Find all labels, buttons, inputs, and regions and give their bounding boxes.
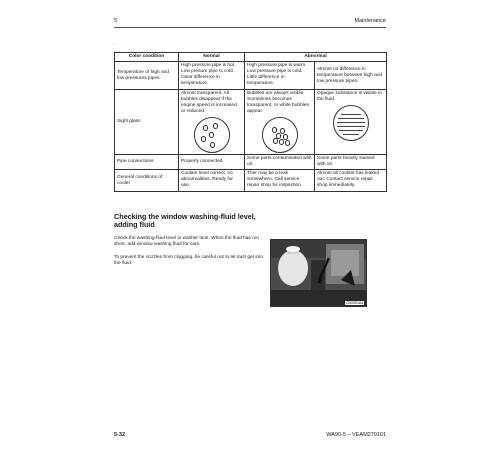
row-condition: General conditions of cooler (115, 170, 179, 192)
washer-tank-illustration (271, 240, 366, 306)
document-id: WA90-5 – VEAM270101 (326, 432, 386, 438)
table-row (115, 170, 387, 192)
row-abnormal-1-text: Bubbles are always visible. Sometimes becomes transparent, or white bubbles appear. (247, 91, 309, 114)
bubble (210, 142, 216, 148)
paragraph-prevent-clogging: To prevent the nozzles from clogging, be careful not to let dust get into the fluid. (114, 255, 264, 267)
page-number: 5-32 (114, 432, 126, 438)
bubble (213, 123, 219, 129)
row-abnormal-2-text: Opaque substance is visible in the fluid. (317, 91, 382, 102)
col-header-normal: Normal (179, 53, 245, 62)
row-normal: High pressure pipe is hot. Low presure pipe is cold. Clear difference in temperature. (179, 62, 245, 90)
bubble (201, 136, 207, 142)
row-normal: Properly connected. (179, 155, 245, 170)
sight-glass-opaque-figure (333, 105, 369, 141)
row-abnormal-2: Almost all coolant has leaked out. Contact service repair shop immediately. (315, 170, 387, 192)
washer-tank-photo (270, 239, 367, 307)
row-normal-text: Almost transparent. All bubbles disappear if the engine speed is increased or reduced. (181, 91, 237, 114)
row-abnormal-1 (245, 90, 315, 155)
row-normal: Coolant level correct, no abnormalities. Ready for use. (179, 170, 245, 192)
row-normal (179, 90, 245, 155)
paragraph-check-level: Check the washing-fluid level in washer tank. When the fluid has run short, add window washing fluid for cars. (114, 236, 260, 248)
col-header-condition: Color condition (115, 53, 179, 62)
bubble (279, 139, 285, 145)
table-row (115, 62, 387, 90)
sight-glass-clear-figure (194, 117, 230, 153)
cloud-line (337, 126, 365, 127)
cloud-line (338, 118, 364, 119)
bubble (285, 140, 291, 146)
row-abnormal-1: Ther may be a leak somewhere. Call service repair shop for inspection. (245, 170, 315, 192)
row-abnormal-1: High pressure pipe is warm. Low pressure pipe is cold. Little difference in temperature. (245, 62, 315, 90)
bubble (280, 128, 286, 134)
cloud-line (337, 122, 365, 123)
bubble (272, 127, 278, 133)
stray-dot: . (114, 40, 116, 46)
cloud-line (343, 134, 359, 135)
col-header-abnormal: Abnormal (245, 53, 387, 62)
row-abnormal-1: Some parts contaminated with oil. (245, 155, 315, 170)
row-abnormal-2: Almost no difference in temperature between high and low pressure pipes. (315, 62, 387, 90)
sight-glass-bubbles-figure (262, 117, 298, 153)
row-condition: Temperature of high and low pressures pipes (115, 62, 179, 90)
bubble (273, 138, 279, 144)
chapter-number: 5 (114, 18, 118, 24)
inspection-table (114, 52, 387, 192)
header-rule (114, 27, 386, 28)
row-condition: Pipe connections (115, 155, 179, 170)
cloud-line (339, 130, 363, 131)
section-title: Checking the window washing-fluid level, adding fluid (114, 212, 256, 229)
cloud-line (341, 114, 361, 115)
bubble (283, 134, 289, 140)
table-row (115, 90, 387, 155)
row-abnormal-2: Some parts heavily stained with oil. (315, 155, 387, 170)
photo-code: G0005184 (346, 301, 363, 305)
bubble (203, 125, 209, 131)
table-header-row (115, 53, 387, 62)
row-condition: Sight glass (115, 90, 179, 155)
row-abnormal-2 (315, 90, 387, 155)
table-row (115, 155, 387, 170)
section-name: Maintenance (354, 18, 386, 24)
bubble (209, 132, 215, 138)
